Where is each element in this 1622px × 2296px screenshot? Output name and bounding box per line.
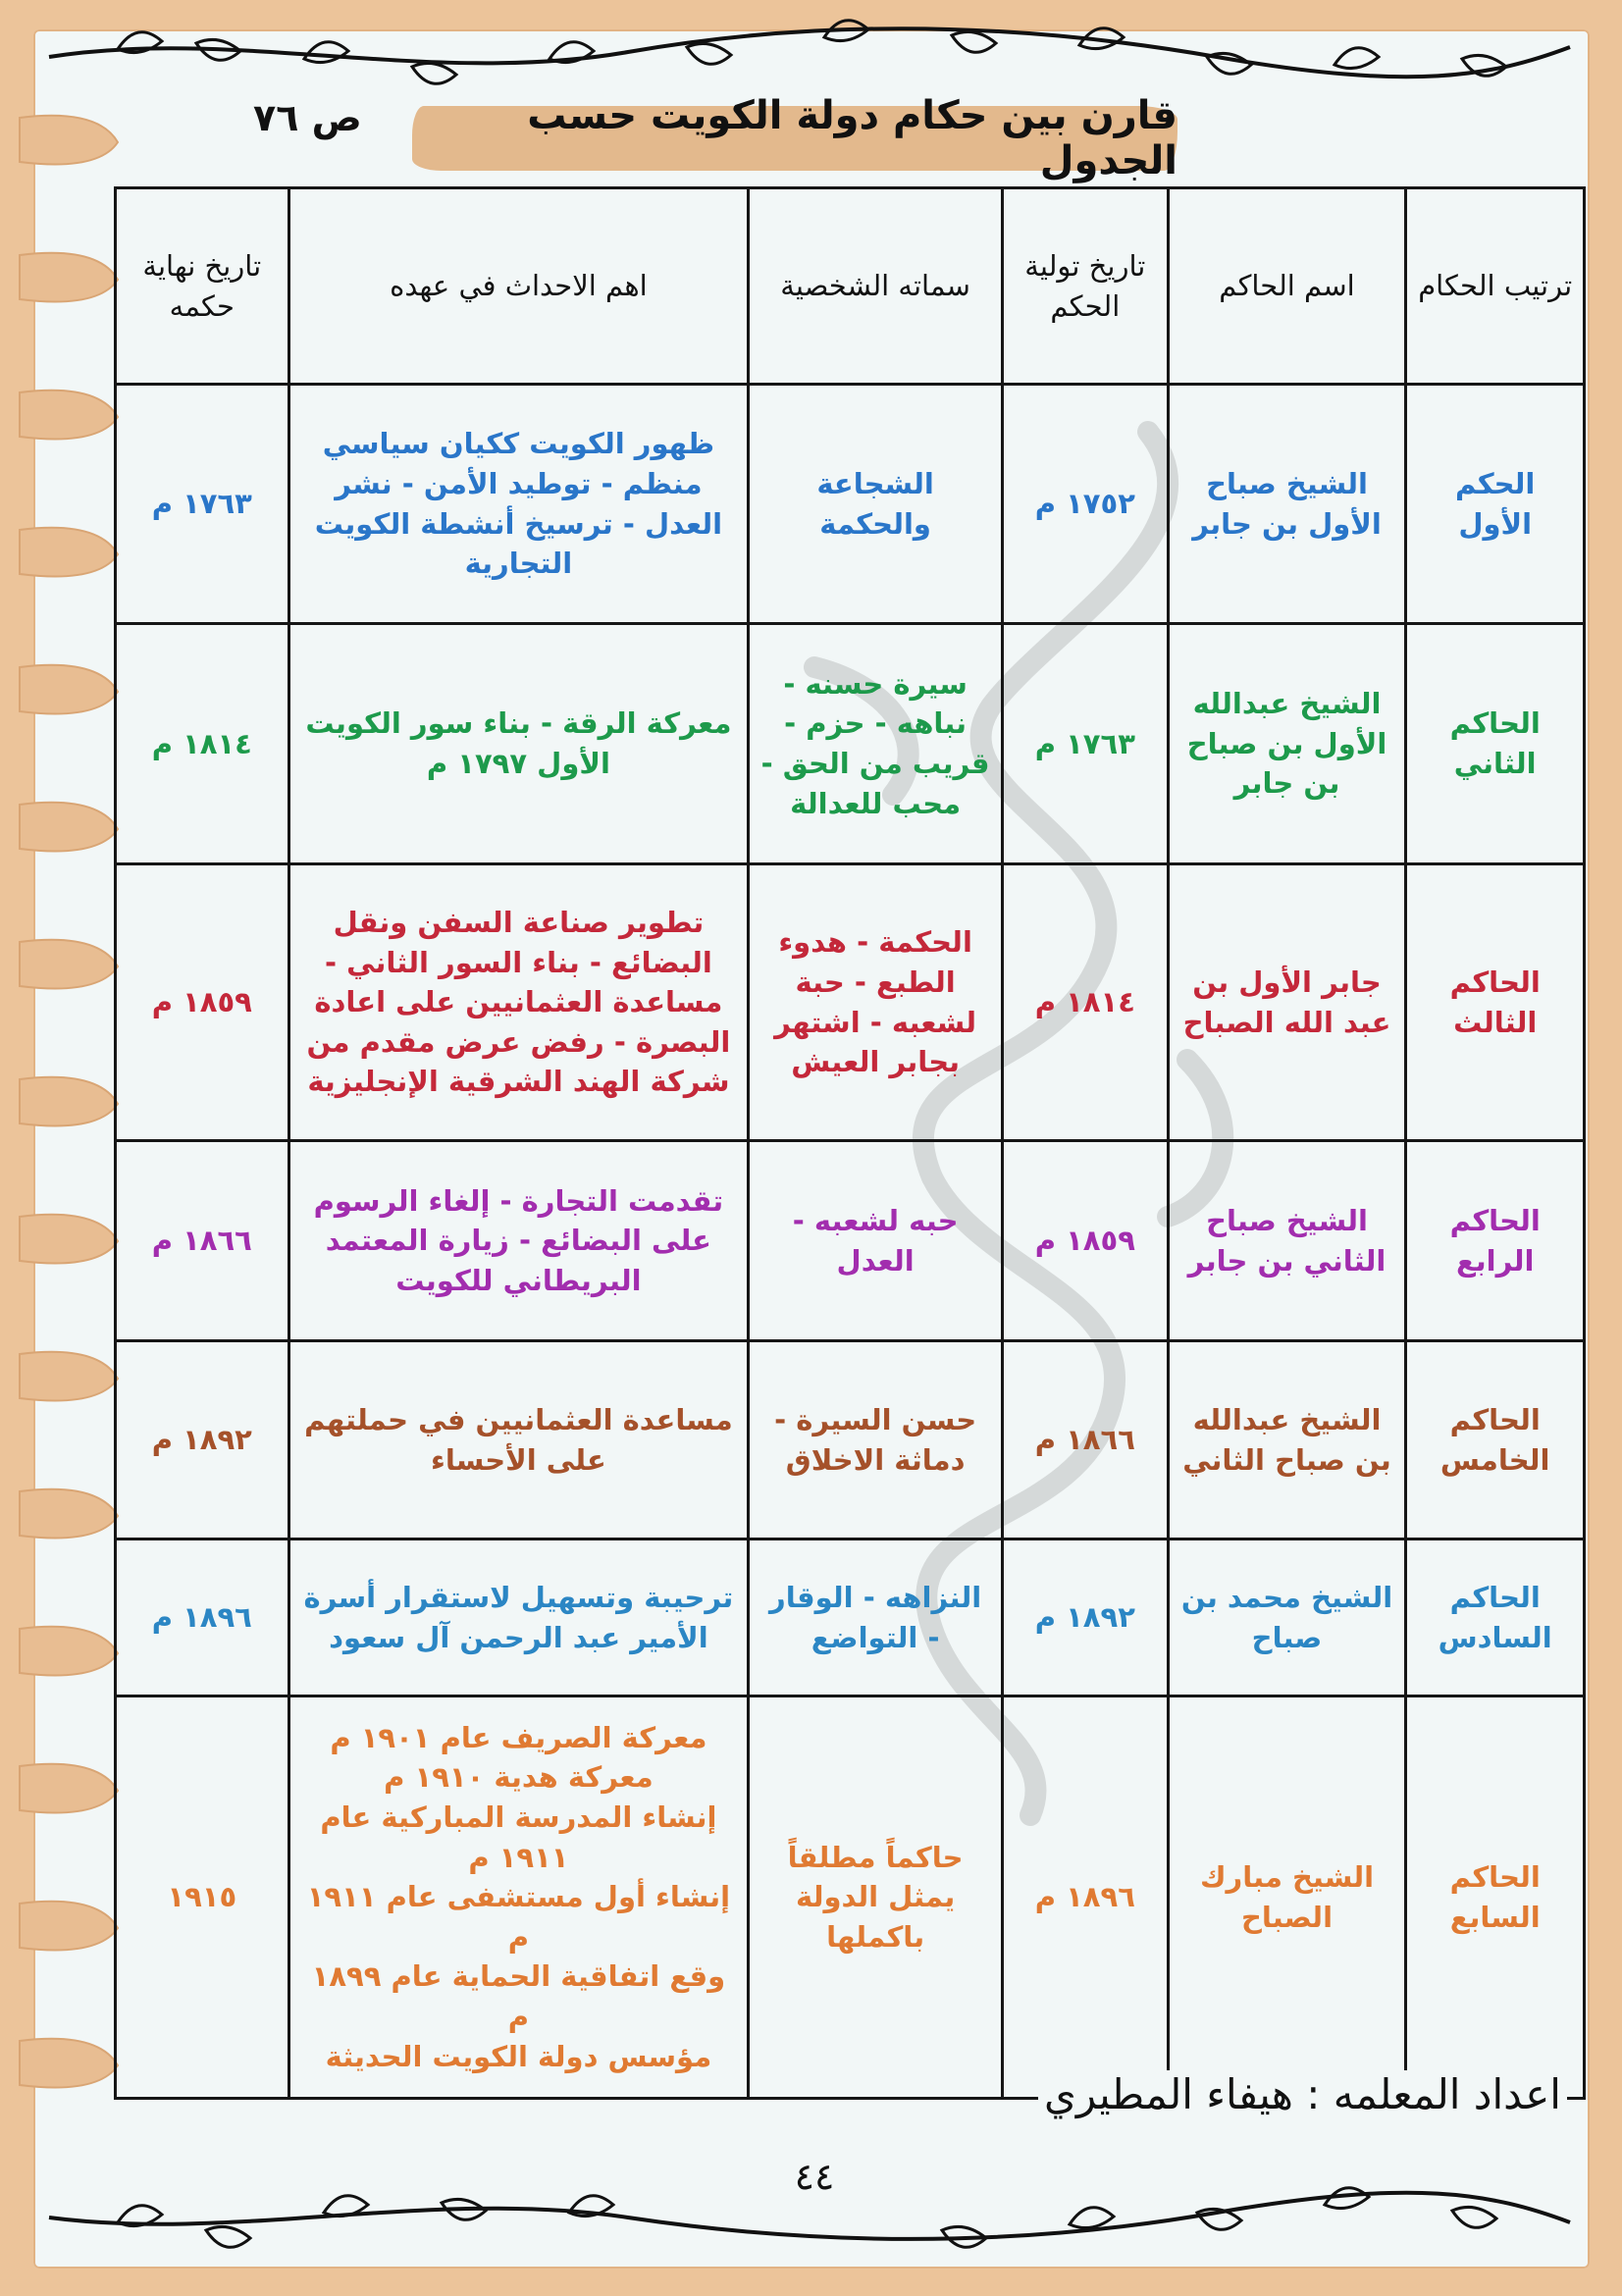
cell-name: الشيخ عبدالله بن صباح الثاني bbox=[1168, 1341, 1406, 1539]
cell-end-date: ١٨٥٩ م bbox=[116, 864, 289, 1141]
cell-events: تقدمت التجارة - إلغاء الرسوم على البضائع - زيارة المعتمد البريطاني للكويت bbox=[288, 1141, 749, 1341]
cell-events bbox=[288, 1696, 749, 2099]
event-line: معركة هدية ١٩١٠ م bbox=[384, 1760, 654, 1795]
cell-events: ترحيبة وتسهيل لاستقرار أسرة الأمير عبد الرحمن آل سعود bbox=[288, 1539, 749, 1696]
cell-events: معركة الرقة - بناء سور الكويت الأول ١٧٩٧ م bbox=[288, 624, 749, 864]
cell-events: تطوير صناعة السفن ونقل البضائع - بناء السور الثاني - مساعدة العثمانيين على اعادة البصرة - رفض عرض مقدم من شركة الهند الشرقية الإنجليزية bbox=[288, 864, 749, 1141]
cell-traits: حسن السيرة - دماثة الاخلاق bbox=[749, 1341, 1003, 1539]
cell-start-date: ١٧٦٣ م bbox=[1003, 624, 1169, 864]
title-banner bbox=[412, 93, 1177, 183]
cell-start-date: ١٨٥٩ م bbox=[1003, 1141, 1169, 1341]
cell-traits: سيرة حسنه - نباهه - حزم - قريب من الحق - محب للعدالة bbox=[749, 624, 1003, 864]
table-row bbox=[116, 1141, 1585, 1341]
cell-order: الحكم الأول bbox=[1406, 385, 1585, 624]
table-row bbox=[116, 1539, 1585, 1696]
cell-order: الحاكم الثالث bbox=[1406, 864, 1585, 1141]
cell-order: الحاكم الرابع bbox=[1406, 1141, 1585, 1341]
table-header-row bbox=[116, 188, 1585, 385]
cell-traits: الحكمة - هدوء الطبع - حبة لشعبه - اشتهر بجابر العيش bbox=[749, 864, 1003, 1141]
cell-end-date: ١٩١٥ bbox=[116, 1696, 289, 2099]
table-row bbox=[116, 864, 1585, 1141]
header-start-date: تاريخ تولية الحكم bbox=[1003, 188, 1169, 385]
cell-traits: النزاهه - الوقار - التواضع bbox=[749, 1539, 1003, 1696]
header-events: اهم الاحداث في عهده bbox=[288, 188, 749, 385]
header-order: ترتيب الحكام bbox=[1406, 188, 1585, 385]
cell-start-date: ١٨٩٢ م bbox=[1003, 1539, 1169, 1696]
cell-end-date: ١٧٦٣ م bbox=[116, 385, 289, 624]
cell-end-date: ١٨٩٦ م bbox=[116, 1539, 289, 1696]
event-line: معركة الصريف عام ١٩٠١ م bbox=[330, 1720, 707, 1754]
cell-order: الحاكم الخامس bbox=[1406, 1341, 1585, 1539]
event-line: إنشاء أول مستشفى عام ١٩١١ م bbox=[306, 1880, 731, 1954]
header-name: اسم الحاكم bbox=[1168, 188, 1406, 385]
cell-name: الشيخ مبارك الصباح bbox=[1168, 1696, 1406, 2099]
event-line: إنشاء المدرسة المباركية عام ١٩١١ م bbox=[320, 1800, 717, 1874]
cell-order: الحاكم السادس bbox=[1406, 1539, 1585, 1696]
header-end-date: تاريخ نهاية حكمه bbox=[116, 188, 289, 385]
page-title: قارن بين حكام دولة الكويت حسب الجدول bbox=[527, 93, 1177, 183]
rulers-comparison-table bbox=[114, 186, 1586, 2100]
cell-traits: حبه لشعبه - العدل bbox=[749, 1141, 1003, 1341]
cell-name: الشيخ صباح الأول بن جابر bbox=[1168, 385, 1406, 624]
table-row bbox=[116, 624, 1585, 864]
cell-start-date: ١٨١٤ م bbox=[1003, 864, 1169, 1141]
table-row bbox=[116, 1696, 1585, 2099]
page-number: ٤٤ bbox=[794, 2155, 835, 2198]
cell-traits: الشجاعة والحكمة bbox=[749, 385, 1003, 624]
table-row bbox=[116, 385, 1585, 624]
table-row bbox=[116, 1341, 1585, 1539]
cell-end-date: ١٨٦٦ م bbox=[116, 1141, 289, 1341]
cell-order: الحاكم الثاني bbox=[1406, 624, 1585, 864]
cell-name: جابر الأول بن عبد الله الصباح bbox=[1168, 864, 1406, 1141]
cell-end-date: ١٨١٤ م bbox=[116, 624, 289, 864]
cell-name: الشيخ عبدالله الأول بن صباح بن جابر bbox=[1168, 624, 1406, 864]
cell-name: الشيخ صباح الثاني بن جابر bbox=[1168, 1141, 1406, 1341]
cell-start-date: ١٨٦٦ م bbox=[1003, 1341, 1169, 1539]
cell-traits: حاكماً مطلقاً يمثل الدولة باكملها bbox=[749, 1696, 1003, 2099]
cell-name: الشيخ محمد بن صباح bbox=[1168, 1539, 1406, 1696]
event-line: وقع اتفاقية الحماية عام ١٨٩٩ م bbox=[311, 1959, 726, 2033]
cell-order: الحاكم السابع bbox=[1406, 1696, 1585, 2099]
cell-end-date: ١٨٩٢ م bbox=[116, 1341, 289, 1539]
author-credit: اعداد المعلمه : هيفاء المطيري bbox=[1038, 2070, 1567, 2118]
cell-events: مساعدة العثمانيين في حملتهم على الأحساء bbox=[288, 1341, 749, 1539]
textbook-page-reference: ص ٧٦ bbox=[253, 96, 362, 139]
header-traits: سماته الشخصية bbox=[749, 188, 1003, 385]
event-line: مؤسس دولة الكويت الحديثة bbox=[325, 2039, 712, 2073]
cell-start-date: ١٨٩٦ م bbox=[1003, 1696, 1169, 2099]
cell-events: ظهور الكويت ككيان سياسي منظم - توطيد الأمن - نشر العدل - ترسيخ أنشطة الكويت التجارية bbox=[288, 385, 749, 624]
top-vine-decoration bbox=[39, 8, 1580, 96]
cell-start-date: ١٧٥٢ م bbox=[1003, 385, 1169, 624]
